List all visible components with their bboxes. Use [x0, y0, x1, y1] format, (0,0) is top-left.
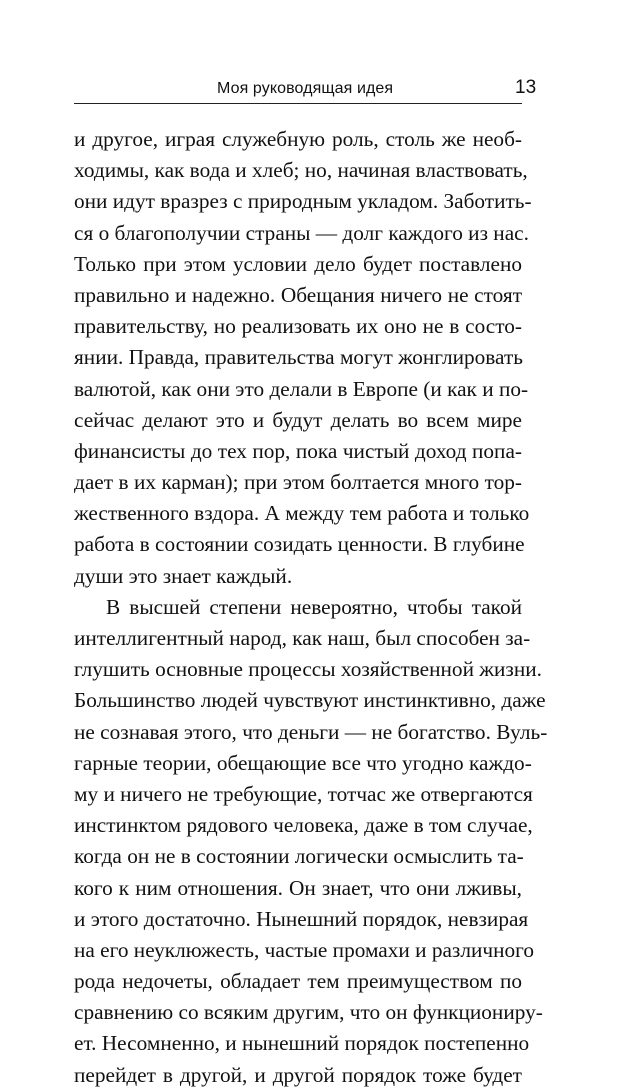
text-line: правительству, но реализовать их оно не в состо-: [74, 314, 522, 339]
paragraph-last-line: души это знает каждый.: [74, 563, 293, 588]
text-line: гарные теории, обещающие все что угодно каждо-: [74, 750, 532, 775]
text-line: ходимы, как вода и хлеб; но, начиная властвовать,: [74, 158, 528, 183]
text-line: перейдет в другой, и другой порядок тоже будет: [74, 1062, 522, 1087]
text-line: интеллигентный народ, как наш, был способен за-: [74, 626, 531, 650]
text-line: сейчас делают это и будут делать во всем мире: [74, 407, 522, 432]
text-line: янии. Правда, правительства могут жонглировать: [74, 345, 523, 370]
running-title: Моя руководящая идея: [217, 80, 394, 97]
text-line: финансисты до тех пор, пока чистый доход попа-: [74, 438, 522, 463]
body-text: [74, 124, 548, 1091]
running-header: [0, 78, 632, 108]
text-line: и другое, играя служебную роль, столь же необ-: [74, 127, 522, 151]
text-line: на его неуклюжесть, частые промахи и различного: [74, 937, 534, 962]
text-line: рода недочеты, обладает тем преимуществом по: [74, 969, 522, 994]
text-line: не сознавая этого, что деньги — не богатство. Вуль-: [74, 719, 548, 744]
text-line: дает в их карман); при этом болтается много тор-: [74, 470, 522, 495]
text-line: сравнению со всяким другим, что он функциониру-: [74, 1000, 543, 1025]
text-line: они идут вразрез с природным укладом. Заботить-: [74, 189, 532, 214]
text-line: работа в состоянии созидать ценности. В глубине: [74, 532, 525, 557]
header-rule: [74, 103, 522, 104]
text-line: правильно и надежно. Обещания ничего не стоят: [74, 282, 522, 307]
text-line: Только при этом условии дело будет поставлено: [74, 251, 522, 276]
text-line: когда он не в состоянии логически осмыслить та-: [74, 844, 524, 869]
text-line: и этого достаточно. Нынешний порядок, невзирая: [74, 906, 529, 931]
text-line: жественного вздора. А между тем работа и только: [74, 501, 530, 526]
text-line: кого к ним отношения. Он знает, что они лживы,: [74, 875, 522, 900]
text-line: му и ничего не требующие, тотчас же отвергаются: [74, 781, 533, 806]
text-line: ся о благополучии страны — долг каждого из нас.: [74, 220, 529, 245]
text-line: Большинство людей чувствуют инстинктивно, даже: [74, 688, 546, 713]
text-line: инстинктом рядового человека, даже в том случае,: [74, 813, 533, 838]
page-number: 13: [515, 77, 537, 98]
paragraph-first-line: В высшей степени невероятно, чтобы такой: [106, 594, 522, 619]
text-line: глушить основные процессы хозяйственной жизни.: [74, 657, 542, 682]
text-line: валютой, как они это делали в Европе (и как и по-: [74, 376, 529, 401]
text-line: ет. Несомненно, и нынешний порядок постепенно: [74, 1031, 530, 1056]
